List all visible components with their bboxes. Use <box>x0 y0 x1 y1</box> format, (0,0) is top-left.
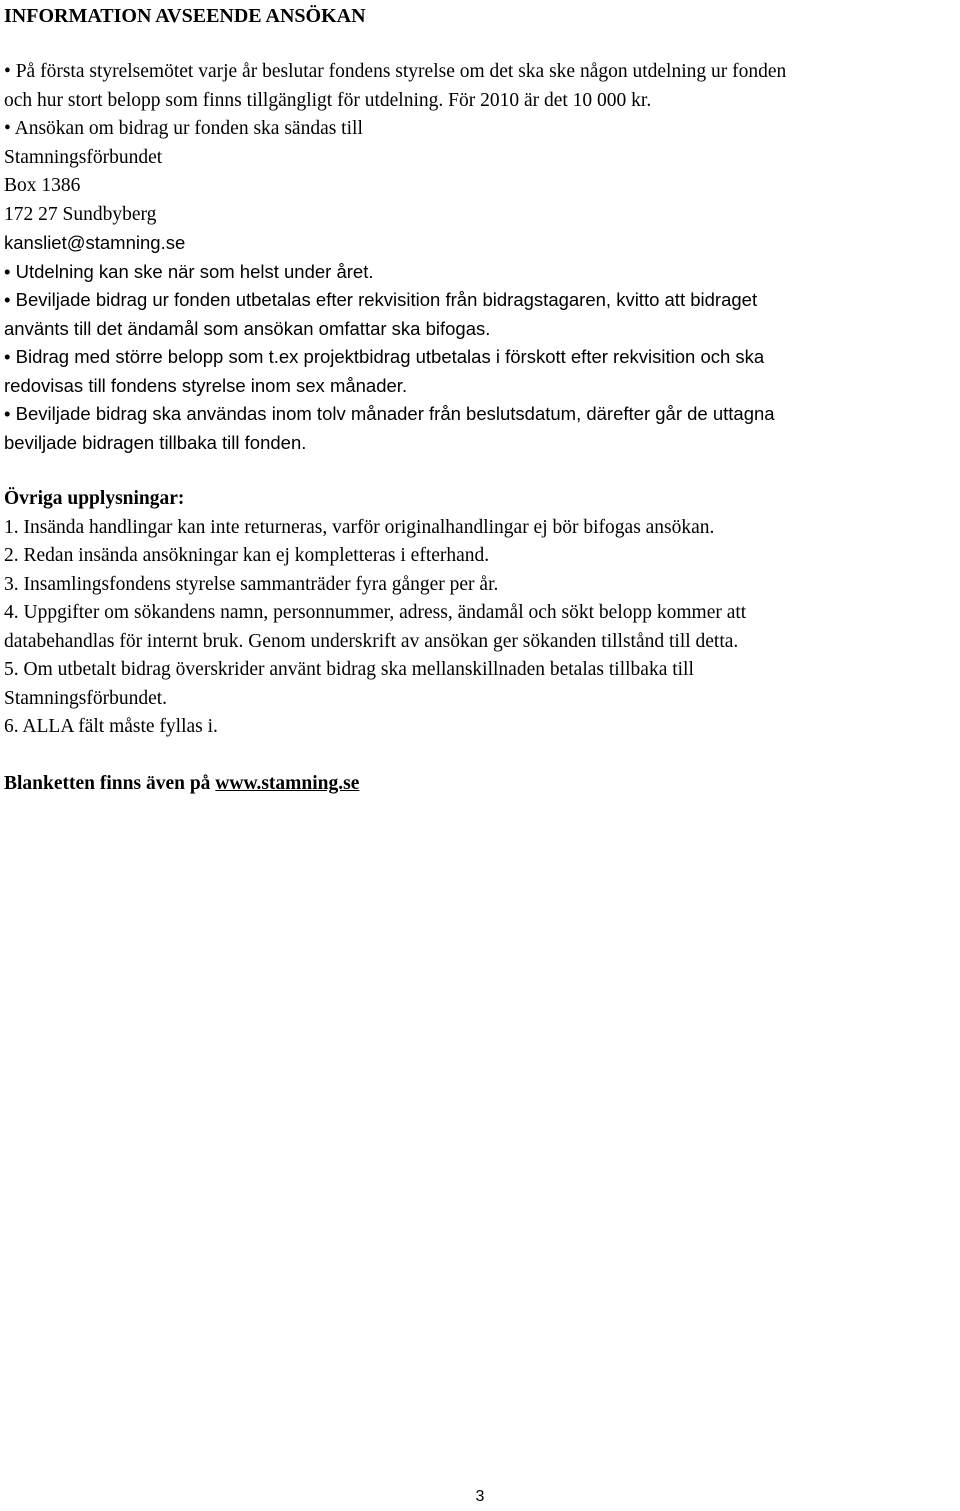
website-link[interactable]: www.stamning.se <box>215 772 360 794</box>
list-item-5-line-1: 5. Om utbetalt bidrag överskrider använt bidrag ska mellanskillnaden betalas tillbaka till <box>4 659 694 680</box>
list-item-5-line-2: Stamningsförbundet. <box>4 687 168 709</box>
list-item-2: 2. Redan insända ansökningar kan ej kompletteras i efterhand. <box>4 545 490 566</box>
footer-text: Blanketten finns även på <box>4 772 216 794</box>
list-item-3: 3. Insamlingsfondens styrelse sammanträder fyra gånger per år. <box>4 573 499 595</box>
bullet-4-line-2: använts till det ändamål som ansökan omfattar ska bifogas. <box>4 317 491 339</box>
other-info-heading: Övriga upplysningar: <box>4 488 185 509</box>
bullet-4-line-1: • Beviljade bidrag ur fonden utbetalas efter rekvisition från bidragstagaren, kvitto att bidraget <box>4 289 758 310</box>
bullet-1-line-1: • På första styrelsemötet varje år beslutar fondens styrelse om det ska ske någon utdelning ur fonden <box>4 61 787 82</box>
page-number: 3 <box>475 1488 485 1505</box>
list-item-6: 6. ALLA fält måste fyllas i. <box>4 716 218 737</box>
bullet-3: • Utdelning kan ske när som helst under året. <box>4 260 374 282</box>
list-item-1: 1. Insända handlingar kan inte returneras, varför originalhandlingar ej bör bifogas ansökan. <box>4 516 715 538</box>
bullet-5-line-2: redovisas till fondens styrelse inom sex månader. <box>4 374 408 396</box>
other-info-list <box>4 514 954 742</box>
address-org: Stamningsförbundet <box>4 146 163 168</box>
address-box: Box 1386 <box>4 175 81 196</box>
bullet-2: • Ansökan om bidrag ur fonden ska sändas till <box>4 118 363 139</box>
info-bullets <box>4 58 954 457</box>
bullet-6-line-2: beviljade bidragen tillbaka till fonden. <box>4 431 307 453</box>
page-title: INFORMATION AVSEENDE ANSÖKAN <box>4 5 366 27</box>
bullet-1-line-2: och hur stort belopp som finns tillgängligt för utdelning. För 2010 är det 10 000 kr. <box>4 89 652 111</box>
footer-note <box>4 770 954 799</box>
list-item-4-line-2: databehandlas för internt bruk. Genom underskrift av ansökan ger sökanden tillstånd till detta. <box>4 630 739 652</box>
address-city: 172 27 Sundbyberg <box>4 203 157 225</box>
bullet-6-line-1: • Beviljade bidrag ska användas inom tolv månader från beslutsdatum, därefter går de uttagna <box>4 403 775 424</box>
bullet-5-line-1: • Bidrag med större belopp som t.ex projektbidrag utbetalas i förskott efter rekvisition och ska <box>4 346 765 367</box>
list-item-4-line-1: 4. Uppgifter om sökandens namn, personnummer, adress, ändamål och sökt belopp kommer att <box>4 602 747 623</box>
document-page <box>4 0 954 798</box>
address-email: kansliet@stamning.se <box>4 232 186 253</box>
